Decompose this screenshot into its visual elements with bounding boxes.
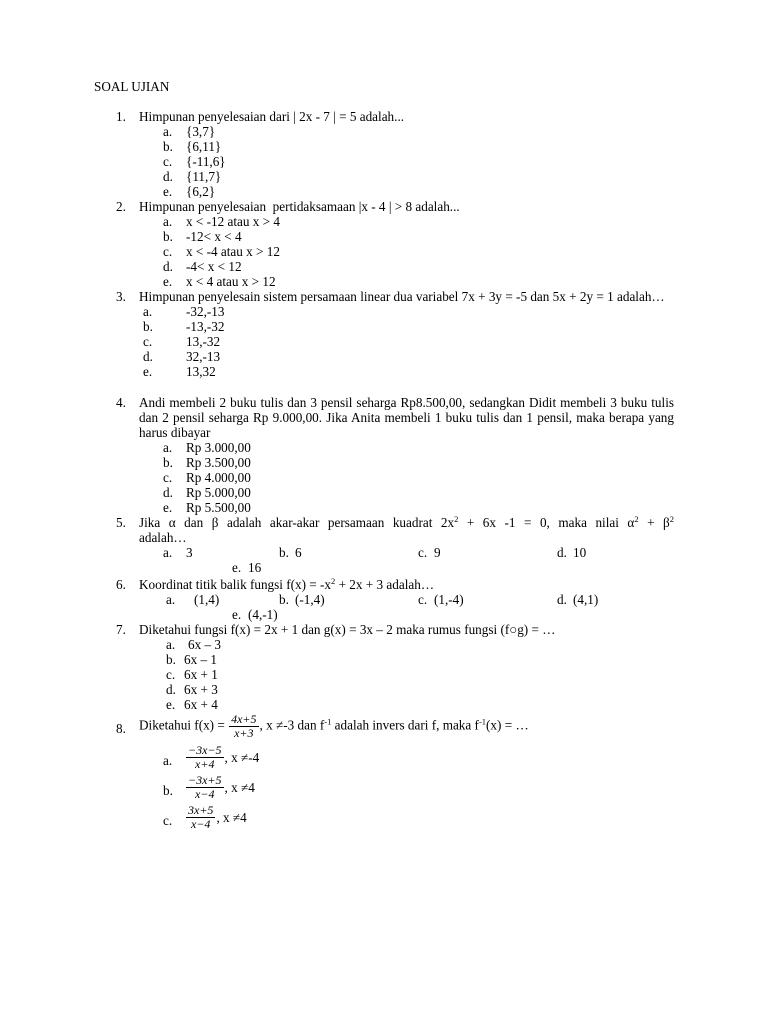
option-fraction: $\frac{-3x-5}{x+4}$	[188, 743, 222, 771]
option-d: d. 32,-13	[143, 349, 221, 364]
question-4	[116, 395, 674, 515]
question-number: 1.	[116, 109, 126, 124]
option-c-label: c.	[418, 592, 428, 607]
option-row	[116, 607, 674, 622]
option-fraction: $\frac{-3x+5}{x-4}$	[188, 773, 222, 801]
option-a: a. x < -12 atau x > 4	[163, 214, 280, 229]
option-a-label: a.	[166, 592, 176, 607]
question-stem: Andi membeli 2 buku tulis dan 3 pensil seharga Rp8.500,00, sedangkan Didit membeli 3 buku tulis dan 2 pensil seharga Rp 9.000,00. Jika Anita membeli 1 buku tulis dan 1 pensil, maka berapa yang harus dibayar	[139, 395, 674, 440]
option-a: a. Rp 3.000,00	[163, 440, 251, 455]
option-b: b. {6,11}	[163, 139, 222, 154]
question-1	[116, 109, 674, 199]
option-d-text: 10	[573, 545, 587, 560]
option-c: c. $\frac{3x+5}{x-4}$ , x ≠4	[163, 803, 247, 831]
option-d: d. 6x + 3	[166, 682, 218, 697]
question-stem: Diketahui fungsi f(x) = 2x + 1 dan g(x) = 3x – 2 maka rumus fungsi (f○g) = …	[139, 622, 556, 637]
option-e: e. Rp 5.500,00	[163, 500, 251, 515]
question-number: 7.	[116, 622, 126, 637]
question-number: 2.	[116, 199, 126, 214]
option-e: e. x < 4 atau x > 12	[163, 274, 276, 289]
option-d-label: d.	[557, 545, 567, 560]
option-d: d. {11,7}	[163, 169, 222, 184]
option-e: e. 6x + 4	[166, 697, 218, 712]
option-fraction: $\frac{3x+5}{x-4}$	[188, 803, 214, 831]
option-row	[116, 560, 674, 575]
question-6	[116, 577, 674, 622]
option-b-label: b.	[279, 545, 289, 560]
option-c: c. {-11,6}	[163, 154, 226, 169]
option-b: b. 6x – 1	[166, 652, 217, 667]
option-a: a. 6x – 3	[166, 637, 221, 652]
option-e: e. 13,32	[143, 364, 216, 379]
option-list	[116, 124, 674, 199]
option-c: c. 6x + 1	[166, 667, 218, 682]
option-e: e. {6,2}	[163, 184, 216, 199]
option-a: a. $\frac{-3x-5}{x+4}$ , x ≠-4	[163, 743, 260, 771]
question-3	[116, 289, 674, 379]
option-e-label: e.	[232, 560, 242, 575]
option-b-label: b.	[279, 592, 289, 607]
question-number: 5.	[116, 515, 126, 530]
option-list	[116, 637, 674, 712]
question-stem: Himpunan penyelesaian pertidaksamaan |x - 4 | > 8 adalah...	[139, 199, 460, 214]
question-stem: Himpunan penyelesaian dari | 2x - 7 | = 5 adalah...	[139, 109, 405, 124]
option-c: c. 13,-32	[143, 334, 221, 349]
question-stem: Diketahui f(x) = $\frac{4x+5}{x+3}$ , x ≠-3 dan $f^{-1}$ adalah invers dari f, maka $f^{-1}(x)$ = …	[139, 712, 529, 740]
option-c: c. Rp 4.000,00	[163, 470, 251, 485]
page-title: SOAL UJIAN	[94, 79, 170, 94]
question-7	[116, 622, 674, 712]
option-c-text: (1,-4)	[434, 592, 464, 607]
question-number: 3.	[116, 289, 126, 304]
question-number: 6.	[116, 577, 126, 592]
option-b: b. Rp 3.500,00	[163, 455, 251, 470]
question-8	[116, 713, 674, 834]
option-row	[116, 545, 674, 560]
option-e-label: e.	[232, 607, 242, 622]
option-a-text: (1,4)	[194, 592, 220, 607]
option-a-text: 3	[186, 545, 193, 560]
option-c: c. x < -4 atau x > 12	[163, 244, 280, 259]
option-b: b. -12< x < 4	[163, 229, 242, 244]
question-number: 8.	[116, 721, 126, 736]
option-b: b. $\frac{-3x+5}{x-4}$ , x ≠4	[163, 773, 255, 801]
option-e-text: 16	[248, 560, 262, 575]
option-b-text: 6	[295, 545, 302, 560]
option-c-label: c.	[418, 545, 428, 560]
option-d-text: (4,1)	[573, 592, 599, 607]
option-d: d. -4< x < 12	[163, 259, 242, 274]
option-list	[116, 214, 674, 289]
question-stem: Jika α dan β adalah akar-akar persamaan kuadrat $2x^2 + 6x$ -1 = 0, maka nilai $\alpha^2 + \beta^2$ adalah…	[139, 514, 674, 545]
option-c-text: 9	[434, 545, 441, 560]
question-stem: Koordinat titik balik fungsi $f(x) = -x^2 + 2x + 3$ adalah…	[139, 576, 435, 592]
option-list	[116, 440, 674, 515]
question-number: 4.	[116, 395, 126, 410]
option-a: a. -32,-13	[143, 304, 225, 319]
option-b-text: (-1,4)	[295, 592, 325, 607]
option-e-text: (4,-1)	[248, 607, 278, 622]
stem-fraction: $\frac{4x+5}{x+3}$	[231, 712, 257, 740]
question-5	[116, 515, 674, 575]
option-row	[116, 592, 674, 607]
option-b: b. -13,-32	[143, 319, 225, 334]
option-d: d. Rp 5.000,00	[163, 485, 251, 500]
option-a-label: a.	[163, 545, 173, 560]
option-d-label: d.	[557, 592, 567, 607]
question-2	[116, 199, 674, 289]
option-a: a. {3,7}	[163, 124, 216, 139]
question-stem: Himpunan penyelesain sistem persamaan linear dua variabel 7x + 3y = -5 dan 5x + 2y = 1 adalah…	[139, 289, 665, 304]
option-list	[116, 304, 674, 379]
